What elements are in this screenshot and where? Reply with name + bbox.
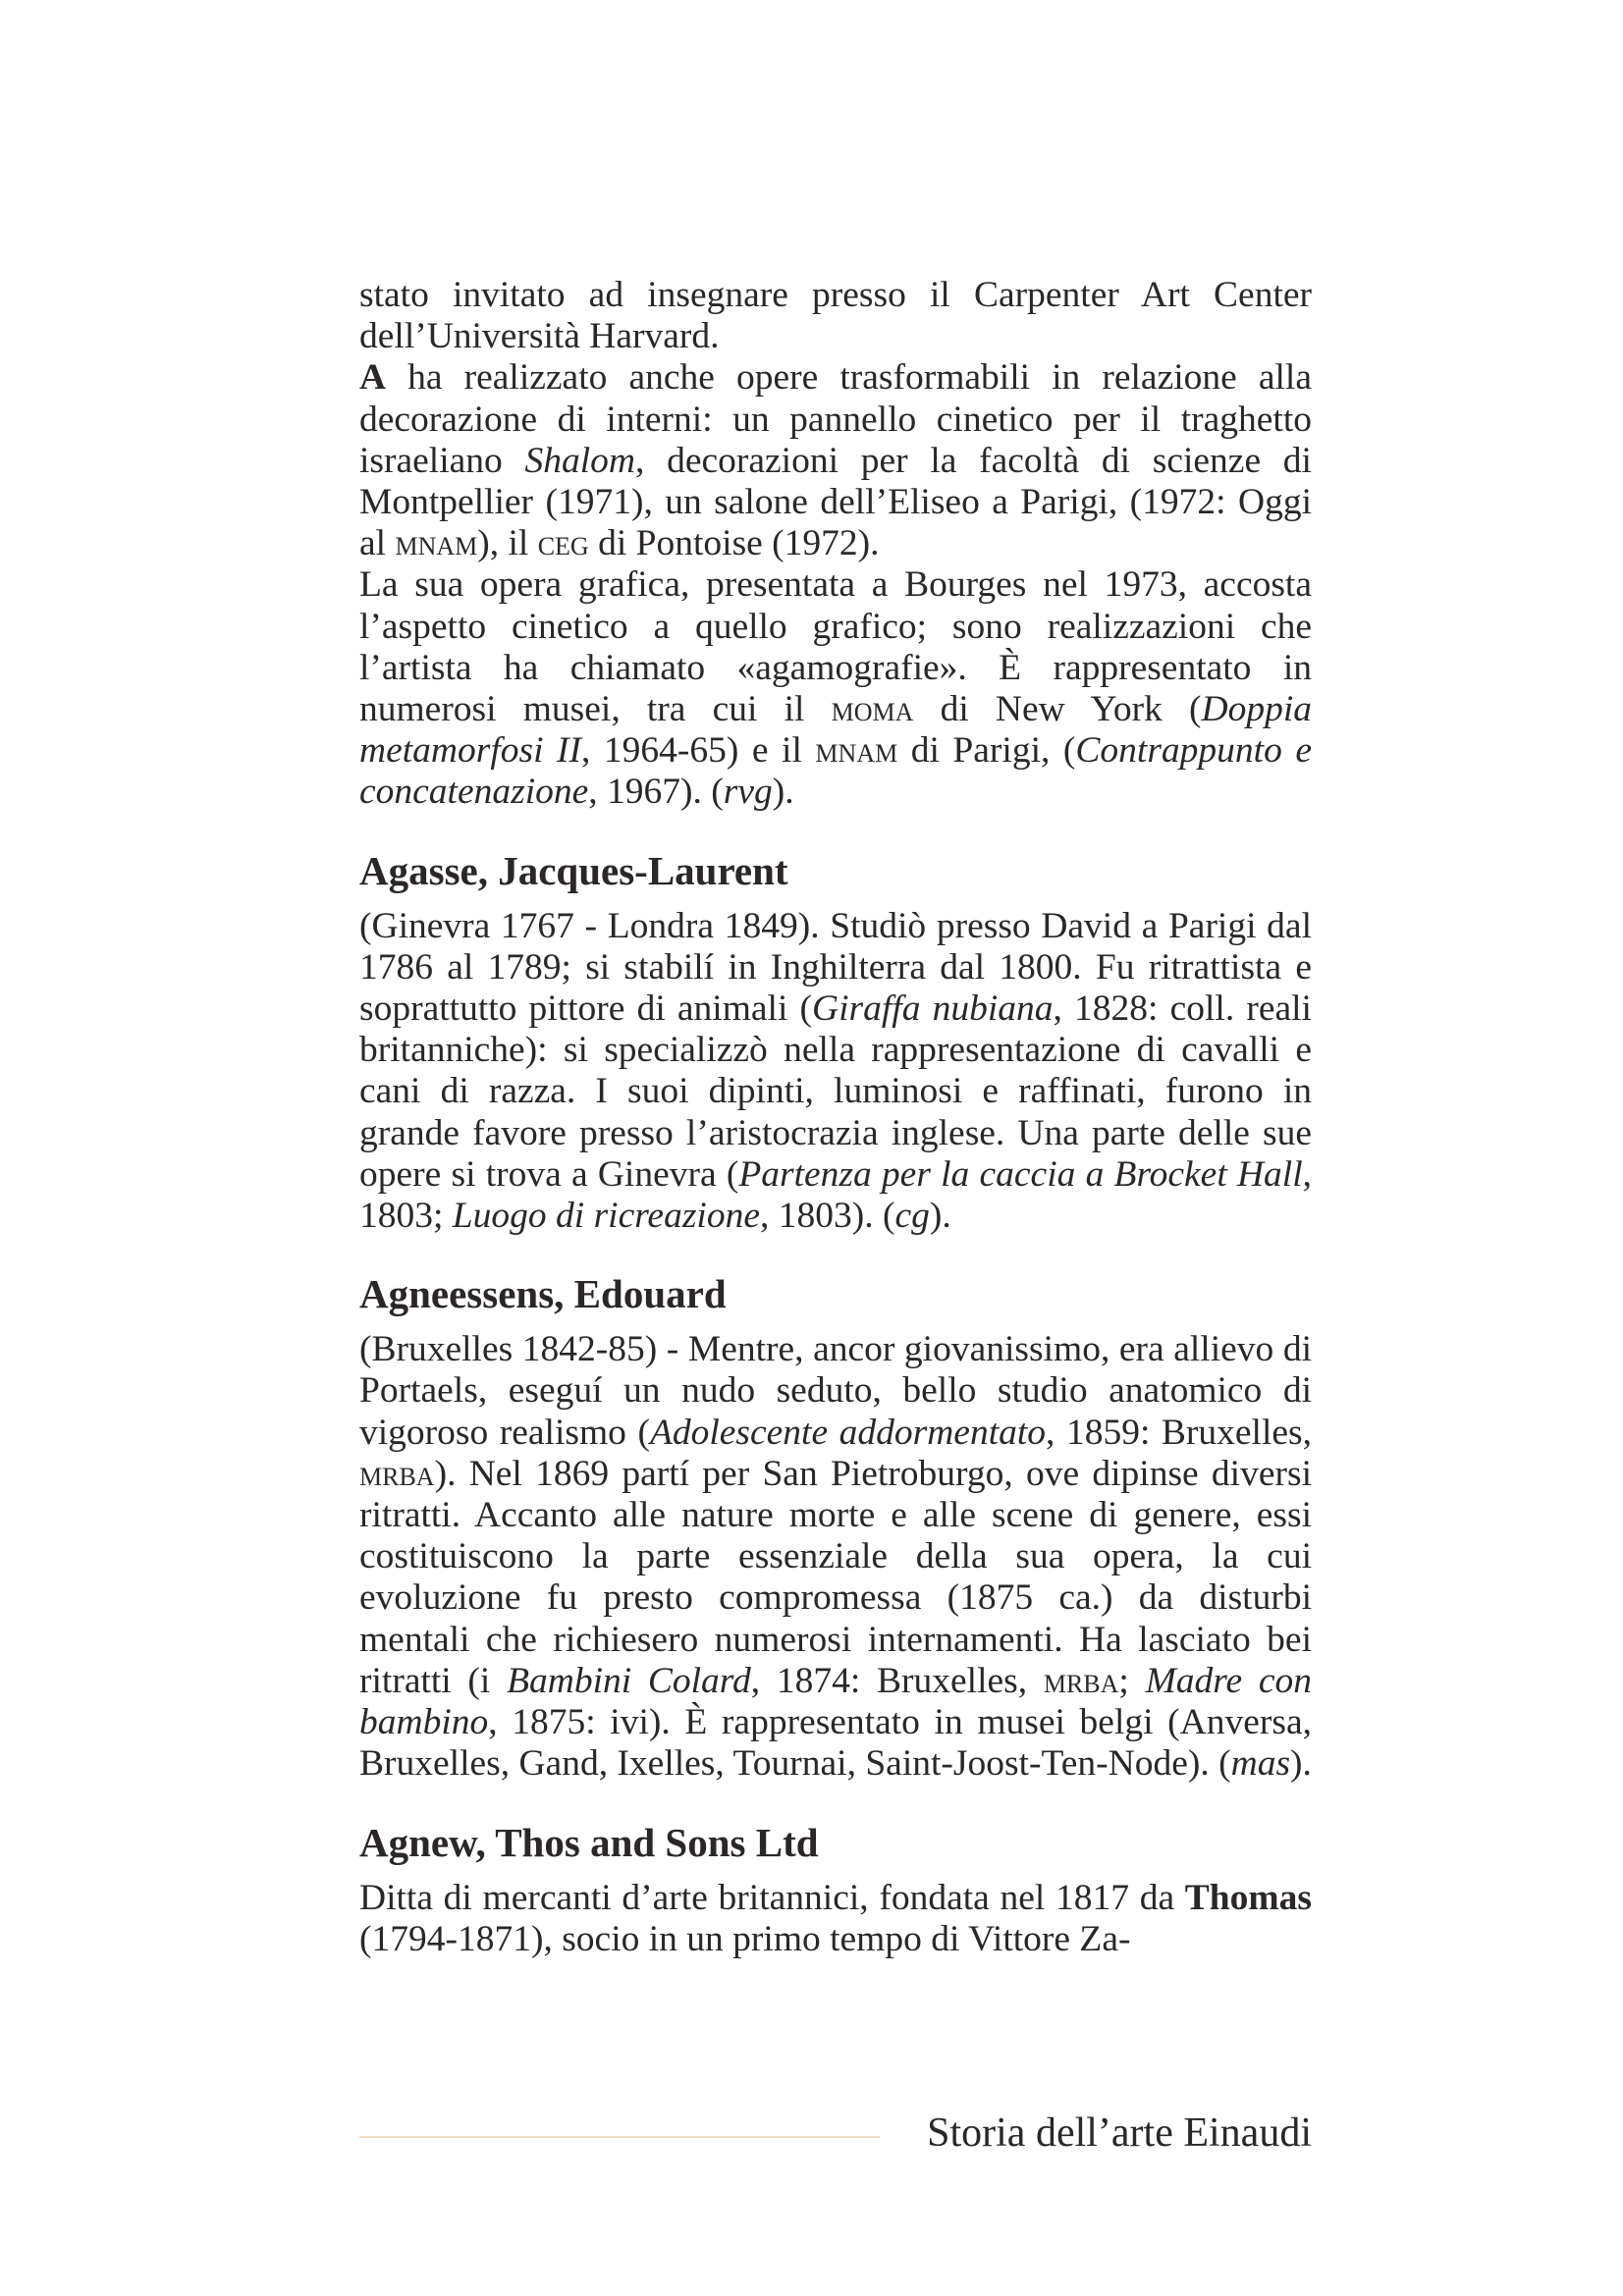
- footer-rule: [359, 2136, 880, 2138]
- paragraph-continuation: stato invitato ad insegnare presso il Carpenter Art Center dell’Università Harvard.: [359, 275, 1312, 357]
- text-column: [359, 275, 1312, 1960]
- paragraph-decoration-works: A ha realizzato anche opere trasformabili in relazione alla decorazione di interni: un pannello cinetico per il traghetto israeliano Shalom, decorazioni per la facoltà di scienze di Montpellier (1971), un salone dell’Eliseo a Parigi, (1972: Oggi al mnam), il ceg di Pontoise (1972).: [359, 357, 1312, 564]
- entry-body-agnew: Ditta di mercanti d’arte britannici, fondata nel 1817 da Thomas (1794-1871), socio in un primo tempo di Vittore Za-: [359, 1877, 1312, 1959]
- entry-title-agnew: Agnew, Thos and Sons Ltd: [359, 1819, 819, 1865]
- entry-body-agasse: (Ginevra 1767 - Londra 1849). Studiò presso David a Parigi dal 1786 al 1789; si stabilí in Inghilterra dal 1800. Fu ritrattista e soprattutto pittore di animali (Giraffa nubiana, 1828: coll. reali britanniche): si specializzò nella rappresentazione di cavalli e cani di razza. I suoi dipinti, luminosi e raffinati, furono in grande favore presso l’aristocrazia inglese. Una parte delle sue opere si trova a Ginevra (Partenza per la caccia a Brocket Hall, 1803; Luogo di ricreazione, 1803). (cg).: [359, 905, 1313, 1237]
- footer-publication-title: Storia dell’arte Einaudi: [927, 2110, 1312, 2156]
- paragraph-graphic-work: La sua opera grafica, presentata a Bourges nel 1973, accosta l’aspetto cinetico a quello grafico; sono realizzazioni che l’artista ha chiamato «agamografie». È rappresentato in numerosi musei, tra cui il moma di New York (Doppia metamorfosi II, 1964-65) e il mnam di Parigi, (Contrappunto e concatenazione, 1967). (rvg).: [359, 564, 1313, 813]
- author-initial: A: [359, 357, 387, 399]
- entry-title-agneessens: Agneessens, Edouard: [359, 1271, 727, 1317]
- entry-body-agneessens: (Bruxelles 1842-85) - Mentre, ancor giovanissimo, era allievo di Portaels, eseguí un nudo seduto, bello studio anatomico di vigoroso realismo (Adolescente addormentato, 1859: Bruxelles, mrba). Nel 1869 partí per San Pietroburgo, ove dipinse diversi ritratti. Accanto alle nature morte e alle scene di genere, essi costituiscono la parte essenziale della sua opera, la cui evoluzione fu presto compromessa (1875 ca.) da disturbi mentali che richiesero numerosi internamenti. Ha lasciato bei ritratti (i Bambini Colard, 1874: Bruxelles, mrba; Madre con bambino, 1875: ivi). È rappresentato in musei belgi (Anversa, Bruxelles, Gand, Ixelles, Tournai, Saint-Joost-Ten-Node). (mas).: [359, 1329, 1313, 1785]
- entry-title-agasse: Agasse, Jacques-Laurent: [359, 847, 788, 893]
